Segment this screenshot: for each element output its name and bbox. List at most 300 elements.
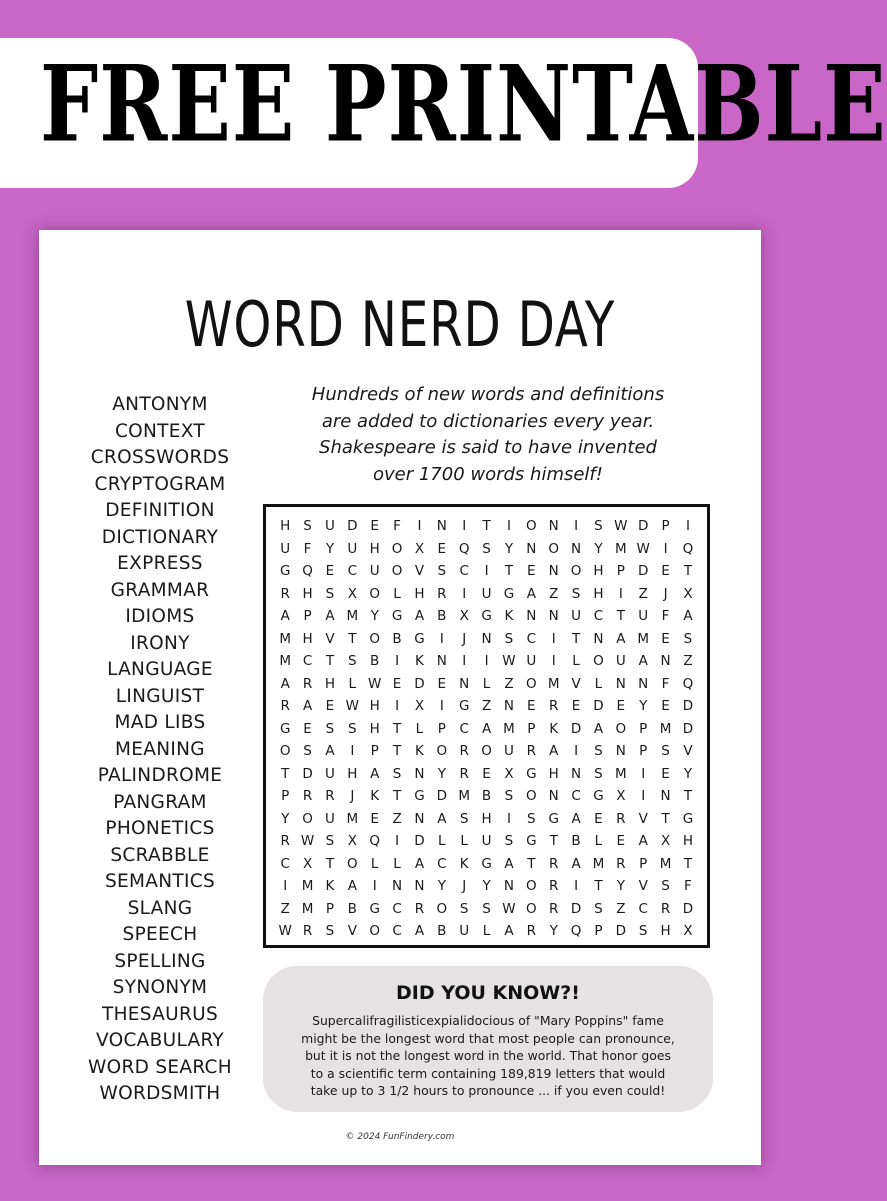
grid-letter: E [437,540,447,557]
grid-letter: M [659,855,672,872]
grid-letter: S [325,923,335,940]
grid-letter: T [616,608,625,625]
grid-letter: P [527,720,536,737]
grid-letter: D [414,675,425,692]
grid-letter: R [437,585,447,602]
grid-letter: O [436,743,448,760]
grid-letter: S [437,563,447,580]
grid-letter: Y [683,765,693,782]
grid-letter: D [570,900,582,917]
grid-letter: S [527,810,536,827]
grid-letter: F [661,608,670,625]
grid-letter: T [482,518,491,535]
grid-letter: M [614,765,627,782]
grid-letter: Z [481,698,492,715]
grid-letter: O [548,540,559,557]
grid-letter: G [593,788,604,805]
word-list-item: LANGUAGE [107,659,213,680]
grid-letter: C [347,563,358,580]
word-list-item: WORDSMITH [99,1083,221,1104]
grid-letter: P [661,518,670,535]
word-list-item: VOCABULARY [95,1030,225,1051]
grid-letter: K [415,743,424,760]
grid-letter: O [391,563,403,580]
grid-letter: S [482,900,491,917]
grid-letter: L [594,833,603,850]
grid-letter: J [350,788,355,805]
grid-letter: T [348,630,357,647]
grid-letter: S [392,765,402,782]
grid-letter: O [346,855,358,872]
grid-letter: Q [682,675,694,692]
banner-title: FREE PRINTABLE [40,43,887,166]
grid-letter: K [549,720,559,737]
grid-letter: N [414,765,425,782]
grid-letter: Y [504,540,514,557]
word-list-item: WORD SEARCH [88,1056,232,1078]
grid-letter: S [325,585,335,602]
word-list-item: SLANG [127,897,193,919]
intro-line: Shakespeare is said to have invented [319,437,657,458]
did-you-know-title: DID YOU KNOW?! [396,982,580,1004]
grid-letter: L [482,675,491,692]
grid-letter: A [526,585,536,602]
grid-letter: D [682,698,694,715]
grid-letter: I [350,743,355,760]
grid-letter: E [616,833,626,850]
grid-letter: Z [638,585,648,602]
grid-letter: S [504,788,514,805]
grid-letter: R [548,855,559,872]
grid-letter: B [481,788,492,805]
grid-letter: E [527,563,536,580]
grid-letter: W [614,518,628,535]
word-list-item: SYNONYM [112,977,208,998]
grid-letter: I [551,630,556,647]
word-list-item: MEANING [115,738,205,760]
grid-letter: W [502,900,516,917]
grid-letter: D [347,518,358,535]
grid-letter: C [392,923,402,940]
word-list-item: LINGUIST [115,685,205,707]
grid-letter: S [594,765,603,782]
grid-letter: R [325,788,335,805]
grid-letter: X [459,608,469,625]
word-list-item: IDIOMS [125,606,195,627]
grid-letter: A [683,608,693,625]
grid-letter: N [503,698,514,715]
word-list-item: SCRABBLE [110,844,210,866]
grid-letter: T [683,563,693,580]
grid-letter: P [303,608,312,625]
grid-letter: V [638,878,648,895]
grid-letter: H [682,833,694,850]
grid-letter: E [370,810,379,827]
grid-letter: T [594,878,603,895]
grid-letter: E [661,630,670,647]
grid-letter: X [347,585,357,602]
did-you-know-box [263,966,713,1112]
grid-letter: S [638,923,648,940]
grid-letter: I [439,698,444,715]
grid-letter: A [325,608,335,625]
grid-letter: U [638,608,649,625]
grid-letter: G [481,608,492,625]
grid-row [274,560,699,583]
grid-letter: V [638,810,648,827]
word-list-item: CROSSWORDS [90,447,230,468]
grid-letter: X [414,698,425,715]
grid-letter: W [636,540,650,557]
grid-letter: I [641,788,646,805]
grid-letter: G [414,788,425,805]
grid-letter: X [504,765,514,782]
grid-letter: L [370,855,379,872]
grid-row [274,650,699,673]
grid-letter: O [525,518,537,535]
grid-letter: P [281,788,290,805]
grid-letter: H [369,720,380,737]
puzzle-sheet [39,230,761,1165]
grid-letter: M [301,878,314,895]
grid-letter: N [548,563,559,580]
grid-letter: S [482,540,491,557]
grid-letter: Y [639,698,648,715]
grid-row [274,898,699,921]
grid-letter: H [347,765,358,782]
grid-letter: A [571,810,581,827]
grid-letter: I [462,653,467,670]
grid-letter: M [279,653,292,670]
grid-letter: R [302,675,313,692]
grid-letter: H [660,923,671,940]
grid-letter: Z [504,675,514,692]
grid-letter: S [303,518,312,535]
grid-letter: D [637,518,649,535]
grid-letter: G [526,833,537,850]
grid-letter: G [526,765,537,782]
grid-letter: E [594,810,603,827]
grid-letter: I [395,698,400,715]
word-list-item: SEMANTICS [104,871,215,892]
grid-letter: S [683,630,693,647]
grid-letter: Q [682,540,694,557]
grid-letter: N [548,608,559,625]
grid-letter: I [395,833,400,850]
grid-letter: S [661,743,670,760]
grid-letter: I [506,518,511,535]
word-list-item: CRYPTOGRAM [94,473,226,495]
grid-letter: I [574,743,579,760]
grid-row [274,808,699,831]
grid-letter: K [459,855,469,872]
grid-letter: N [548,788,559,805]
grid-letter: I [685,518,690,535]
grid-letter: M [592,855,605,872]
grid-letter: S [348,653,357,670]
grid-letter: M [614,540,627,557]
grid-letter: N [615,743,626,760]
grid-letter: Y [594,540,603,557]
grid-letter: U [571,608,581,625]
grid-letter: W [502,653,516,670]
intro-text [271,382,705,488]
grid-letter: X [683,923,693,940]
grid-letter: Q [302,563,313,580]
grid-letter: M [279,630,292,647]
grid-letter: M [503,720,515,737]
grid-letter: O [369,923,380,940]
grid-letter: H [302,585,313,602]
grid-letter: K [325,878,335,895]
grid-letter: N [660,653,671,670]
grid-letter: I [283,878,288,895]
grid-letter: E [392,675,402,692]
grid-letter: U [481,833,492,850]
grid-letter: U [347,540,358,557]
grid-letter: R [280,585,290,602]
did-you-know-line: take up to 3 1/2 hours to pronounce ... if you even could! [310,1083,666,1098]
grid-letter: N [615,675,626,692]
grid-letter: U [324,810,335,827]
grid-letter: H [548,765,559,782]
grid-letter: O [436,900,448,917]
grid-letter: C [459,720,469,737]
grid-letter: O [369,630,380,647]
grid-letter: O [279,743,291,760]
grid-letter: M [547,675,560,692]
word-list-item: THESAURUS [101,1003,219,1025]
grid-letter: O [481,743,492,760]
grid-letter: T [325,855,335,872]
grid-letter: O [525,878,537,895]
grid-letter: N [414,810,425,827]
word-list-item: SPELLING [114,950,206,972]
word-list-item: PANGRAM [113,791,207,813]
grid-letter: A [638,653,648,670]
grid-letter: M [637,630,650,647]
grid-letter: R [414,900,425,917]
word-list-item: PALINDROME [97,765,223,786]
grid-letter: F [393,518,401,535]
grid-row [274,763,699,786]
grid-letter: W [278,923,292,940]
grid-letter: C [638,900,648,917]
grid-letter: L [572,653,580,670]
word-list-item: IRONY [130,632,190,654]
did-you-know-line: but it is not the longest word in the world. That honor goes [305,1048,671,1063]
grid-letter: Q [458,540,470,557]
grid-letter: E [482,765,491,782]
grid-letter: Y [281,810,290,827]
grid-letter: S [325,720,335,737]
grid-letter: N [571,765,582,782]
grid-letter: T [281,765,290,782]
grid-letter: B [571,833,581,850]
grid-letter: M [659,720,672,737]
grid-letter: T [661,810,670,827]
grid-letter: G [391,608,403,625]
word-list-item: MAD LIBS [114,712,206,733]
grid-letter: U [615,653,626,670]
grid-letter: N [638,675,649,692]
grid-letter: P [437,720,446,737]
grid-letter: I [574,878,579,895]
grid-letter: L [460,833,468,850]
grid-letter: Z [683,653,693,670]
grid-letter: E [616,698,626,715]
grid-letter: E [661,698,670,715]
word-list-item: EXPRESS [117,553,203,574]
grid-letter: T [527,855,536,872]
grid-letter: U [280,540,291,557]
grid-letter: A [638,833,648,850]
grid-letter: N [593,630,604,647]
grid-letter: S [594,743,603,760]
word-list-item: SPEECH [122,924,198,945]
grid-letter: T [683,788,693,805]
grid-letter: F [684,878,692,895]
grid-letter: E [303,720,312,737]
grid-letter: R [660,900,671,917]
word-list-item: DEFINITION [105,500,215,521]
grid-letter: D [302,765,313,782]
grid-letter: O [593,653,604,670]
grid-letter: U [324,518,335,535]
grid-letter: A [302,698,313,715]
grid-letter: O [525,788,537,805]
grid-row [274,718,699,741]
grid-letter: N [436,653,447,670]
grid-letter: P [639,743,648,760]
grid-letter: E [661,765,670,782]
grid-letter: C [280,855,290,872]
grid-letter: T [325,653,335,670]
grid-letter: M [346,810,359,827]
grid-letter: A [481,720,492,737]
grid-letter: T [392,788,402,805]
grid-letter: Q [369,833,380,850]
grid-letter: L [393,855,401,872]
grid-letter: T [683,855,693,872]
grid-row [274,673,699,696]
grid-letter: S [571,585,581,602]
grid-letter: L [594,675,603,692]
did-you-know-line: to a scientific term containing 189,819 letters that would [310,1065,666,1081]
grid-letter: Y [325,540,335,557]
grid-letter: H [302,630,313,647]
grid-letter: N [459,675,470,692]
grid-letter: D [436,788,448,805]
grid-letter: F [303,540,312,557]
grid-letter: D [570,720,582,737]
grid-letter: I [462,585,467,602]
grid-row [274,830,699,853]
grid-letter: A [504,855,514,872]
grid-row [274,785,699,808]
grid-letter: I [462,518,467,535]
grid-letter: D [615,923,627,940]
grid-letter: I [551,653,556,670]
grid-letter: P [639,855,648,872]
grid-letter: R [526,743,536,760]
grid-letter: Y [370,608,379,625]
grid-letter: M [458,788,471,805]
grid-letter: H [369,540,380,557]
grid-letter: M [301,900,314,917]
grid-letter: J [462,630,467,647]
grid-letter: I [618,585,623,602]
grid-letter: A [347,878,357,895]
grid-letter: P [594,923,603,940]
grid-letter: A [549,743,559,760]
grid-letter: A [571,855,581,872]
grid-letter: I [574,518,579,535]
grid-row [274,740,699,763]
grid-row [274,920,699,943]
grid-letter: R [459,765,469,782]
grid-letter: L [393,585,401,602]
grid-letter: S [459,810,469,827]
intro-line: are added to dictionaries every year. [321,410,655,432]
grid-letter: I [417,518,422,535]
grid-letter: S [594,518,603,535]
intro-line: Hundreds of new words and definitions [311,384,665,405]
grid-letter: V [325,630,335,647]
grid-letter: O [525,900,537,917]
grid-letter: Y [437,878,446,895]
grid-letter: V [571,675,581,692]
grid-letter: A [414,608,425,625]
grid-letter: C [593,608,604,625]
grid-letter: R [459,743,469,760]
grid-letter: K [370,788,380,805]
grid-letter: U [369,563,380,580]
grid-letter: G [682,810,694,827]
puzzle-title: WORD NERD DAY [184,288,616,361]
grid-letter: H [369,698,380,715]
grid-letter: X [616,788,626,805]
did-you-know-text [271,1012,705,1100]
grid-letter: N [571,540,582,557]
grid-letter: T [549,833,558,850]
grid-letter: T [392,720,402,737]
grid-letter: N [503,878,514,895]
grid-letter: S [325,833,335,850]
grid-letter: Z [280,900,290,917]
grid-letter: S [504,630,514,647]
grid-letter: Z [392,810,402,827]
grid-letter: N [481,630,492,647]
word-list [79,392,241,1108]
grid-letter: R [548,878,559,895]
grid-letter: D [682,900,694,917]
grid-row [274,538,699,561]
grid-letter: A [504,923,514,940]
grid-letter: Z [549,585,559,602]
grid-letter: Q [570,923,582,940]
grid-letter: H [593,585,604,602]
grid-letter: N [548,518,559,535]
grid-letter: H [414,585,425,602]
word-search-grid [263,504,710,948]
grid-letter: O [615,720,627,737]
grid-letter: I [395,653,400,670]
grid-letter: V [347,923,357,940]
grid-letter: L [415,720,424,737]
grid-letter: G [503,585,515,602]
grid-letter: X [347,833,357,850]
